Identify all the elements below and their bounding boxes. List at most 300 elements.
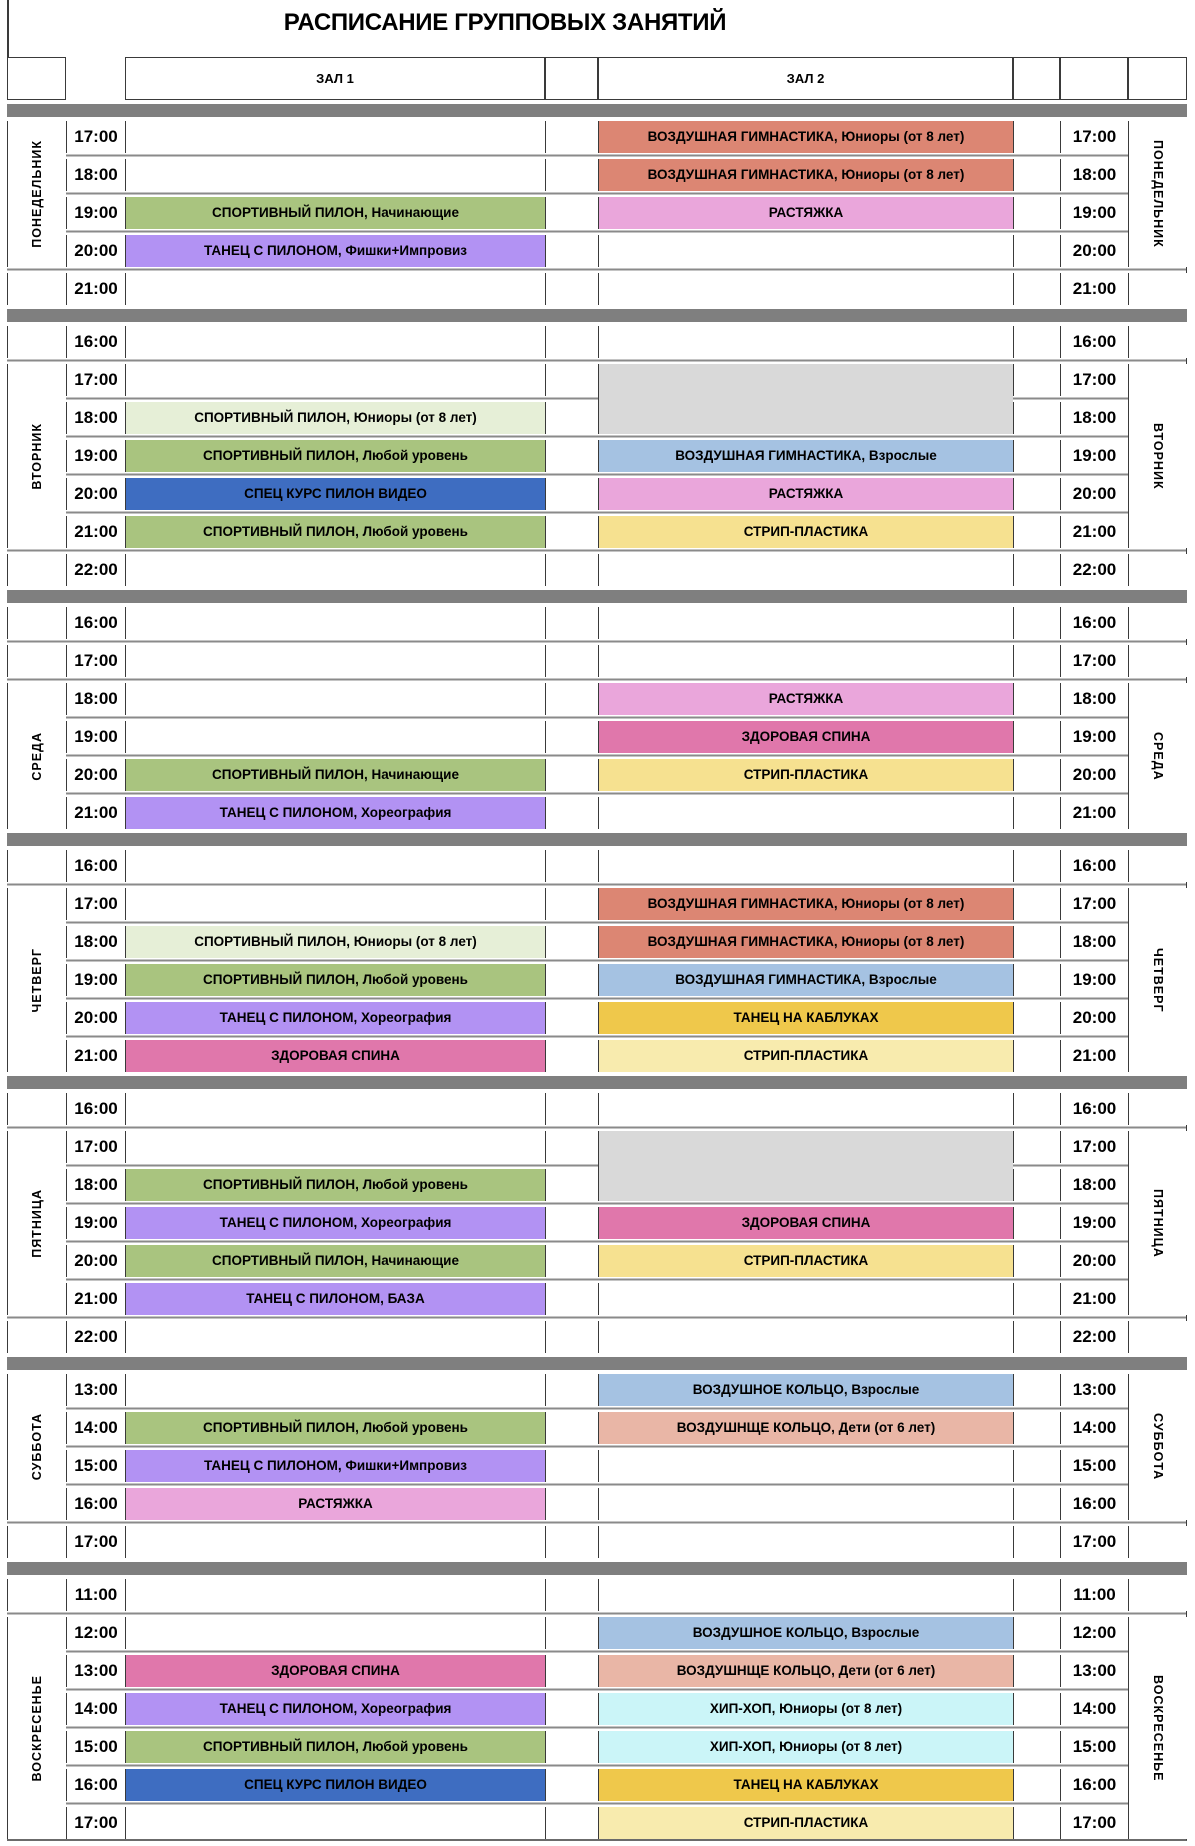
time-cell: 14:00: [1060, 1412, 1128, 1444]
day-block: [7, 326, 1187, 586]
spacer-cell: [1013, 1040, 1060, 1072]
class-cell: РАСТЯЖКА: [598, 478, 1013, 510]
time-cell: 18:00: [66, 402, 125, 434]
class-cell: СТРИП-ПЛАСТИКА: [598, 759, 1013, 791]
time-cell: 17:00: [66, 1526, 125, 1558]
class-cell: ТАНЕЦ НА КАБЛУКАХ: [598, 1002, 1013, 1034]
spacer-cell: [545, 1002, 598, 1034]
class-cell: ТАНЕЦ С ПИЛОНОМ, Хореография: [125, 1207, 545, 1239]
spacer-cell: [1013, 159, 1060, 191]
class-cell: РАСТЯЖКА: [125, 1488, 545, 1520]
spacer-cell: [1013, 1526, 1060, 1558]
section-divider: [7, 1076, 1187, 1089]
day-label-right: [1128, 1131, 1187, 1315]
class-cell: СТРИП-ПЛАСТИКА: [598, 1807, 1013, 1839]
time-cell: 18:00: [1060, 683, 1128, 715]
day-block: [7, 1579, 1187, 1841]
time-cell: 15:00: [1060, 1450, 1128, 1482]
class-cell-empty: [125, 159, 545, 191]
time-cell: 18:00: [1060, 159, 1128, 191]
time-cell: 18:00: [66, 1169, 125, 1201]
class-cell: СТРИП-ПЛАСТИКА: [598, 1245, 1013, 1277]
class-cell-empty: [125, 1579, 545, 1611]
class-cell-empty: [598, 1093, 1013, 1125]
day-empty-cell: [1128, 1093, 1187, 1125]
day-label-right: [1128, 888, 1187, 1072]
class-cell: СПОРТИВНЫЙ ПИЛОН, Любой уровень: [125, 1169, 545, 1201]
class-cell: ЗДОРОВАЯ СПИНА: [598, 1207, 1013, 1239]
day-label-text: ПЯТНИЦА: [30, 1188, 44, 1258]
spacer-cell: [545, 159, 598, 191]
day-label-text: СУББОТА: [1151, 1413, 1165, 1481]
class-cell-empty: [125, 721, 545, 753]
time-cell: 20:00: [66, 478, 125, 510]
spacer-cell: [545, 1526, 598, 1558]
spacer-cell: [545, 1450, 598, 1482]
class-cell-empty: [598, 1283, 1013, 1315]
time-cell: 16:00: [66, 850, 125, 882]
time-cell: 19:00: [1060, 721, 1128, 753]
time-cell: 18:00: [1060, 402, 1128, 434]
spacer-cell: [545, 235, 598, 267]
day-label-text: ПОНЕДЕЛЬНИК: [30, 140, 44, 248]
day-empty-cell: [7, 1526, 66, 1558]
time-cell: 16:00: [66, 326, 125, 358]
time-cell: 21:00: [1060, 273, 1128, 305]
header-hall1-label: ЗАЛ 1: [125, 57, 545, 100]
day-empty-cell: [1128, 554, 1187, 586]
spacer-cell: [1013, 1374, 1060, 1406]
day-block: [7, 121, 1187, 305]
class-cell-empty: [125, 121, 545, 153]
class-cell-empty: [125, 850, 545, 882]
time-cell: 22:00: [1060, 554, 1128, 586]
time-cell: 17:00: [1060, 1131, 1128, 1163]
class-cell: ХИП-ХОП, Юниоры (от 8 лет): [598, 1693, 1013, 1725]
time-cell: 21:00: [66, 797, 125, 829]
time-cell: 21:00: [66, 1283, 125, 1315]
class-cell: ВОЗДУШНОЕ КОЛЬЦО, Взрослые: [598, 1374, 1013, 1406]
time-cell: 17:00: [66, 1131, 125, 1163]
class-cell-empty: [125, 888, 545, 920]
time-cell: 21:00: [66, 1040, 125, 1072]
day-label-left: [7, 1131, 66, 1315]
spacer-cell: [1013, 607, 1060, 639]
class-cell: РАСТЯЖКА: [598, 197, 1013, 229]
time-cell: 19:00: [66, 197, 125, 229]
class-cell: СПОРТИВНЫЙ ПИЛОН, Начинающие: [125, 1245, 545, 1277]
class-cell: ВОЗДУШНЩЕ КОЛЬЦО, Дети (от 6 лет): [598, 1412, 1013, 1444]
header-spacer-cell: [1013, 57, 1060, 100]
time-cell: 16:00: [1060, 1488, 1128, 1520]
time-cell: 17:00: [66, 1807, 125, 1839]
spacer-cell: [1013, 1731, 1060, 1763]
day-label-left: [7, 888, 66, 1072]
day-empty-cell: [1128, 850, 1187, 882]
spacer-cell: [1013, 554, 1060, 586]
time-cell: 19:00: [66, 440, 125, 472]
day-label-text: ПОНЕДЕЛЬНИК: [1151, 140, 1165, 248]
time-cell: 17:00: [1060, 645, 1128, 677]
day-label-text: ВОСКРЕСЕНЬЕ: [30, 1674, 44, 1782]
day-empty-cell: [7, 850, 66, 882]
time-cell: 15:00: [1060, 1731, 1128, 1763]
blocked-cell: [598, 364, 1013, 434]
time-cell: 20:00: [66, 759, 125, 791]
spacer-cell: [1013, 1245, 1060, 1277]
time-cell: 17:00: [1060, 1807, 1128, 1839]
time-cell: 20:00: [1060, 1245, 1128, 1277]
spacer-cell: [545, 121, 598, 153]
class-cell: ТАНЕЦ НА КАБЛУКАХ: [598, 1769, 1013, 1801]
spacer-cell: [1013, 1769, 1060, 1801]
spacer-cell: [545, 1245, 598, 1277]
spacer-cell: [545, 1769, 598, 1801]
day-label-text: ЧЕТВЕРГ: [30, 947, 44, 1013]
spacer-cell: [1013, 1207, 1060, 1239]
time-cell: 18:00: [66, 683, 125, 715]
day-label-left: [7, 364, 66, 548]
class-cell-empty: [125, 326, 545, 358]
time-cell: 16:00: [1060, 1093, 1128, 1125]
class-cell: ВОЗДУШНАЯ ГИМНАСТИКА, Взрослые: [598, 440, 1013, 472]
spacer-cell: [1013, 1450, 1060, 1482]
time-cell: 17:00: [1060, 364, 1128, 396]
time-cell: 16:00: [66, 607, 125, 639]
spacer-cell: [545, 478, 598, 510]
spacer-cell: [1013, 645, 1060, 677]
day-label-text: ВТОРНИК: [1151, 422, 1165, 490]
spacer-cell: [545, 554, 598, 586]
class-cell: ВОЗДУШНЩЕ КОЛЬЦО, Дети (от 6 лет): [598, 1655, 1013, 1687]
header-hall2-label: ЗАЛ 2: [598, 57, 1013, 100]
spacer-cell: [1013, 683, 1060, 715]
class-cell: ВОЗДУШНАЯ ГИМНАСТИКА, Юниоры (от 8 лет): [598, 926, 1013, 958]
class-cell: ВОЗДУШНАЯ ГИМНАСТИКА, Юниоры (от 8 лет): [598, 888, 1013, 920]
day-empty-cell: [7, 273, 66, 305]
spacer-cell: [1013, 121, 1060, 153]
time-cell: 16:00: [66, 1769, 125, 1801]
time-cell: 14:00: [66, 1412, 125, 1444]
time-cell: 21:00: [1060, 1040, 1128, 1072]
class-cell-empty: [125, 554, 545, 586]
time-cell: 19:00: [66, 1207, 125, 1239]
day-empty-cell: [1128, 1526, 1187, 1558]
day-label-text: СРЕДА: [30, 731, 44, 781]
spacer-cell: [1013, 850, 1060, 882]
spacer-cell: [545, 1283, 598, 1315]
day-block: [7, 850, 1187, 1072]
spacer-cell: [545, 516, 598, 548]
time-cell: 20:00: [1060, 1002, 1128, 1034]
spacer-cell: [545, 759, 598, 791]
spacer-cell: [545, 1579, 598, 1611]
class-cell: СПОРТИВНЫЙ ПИЛОН, Юниоры (от 8 лет): [125, 926, 545, 958]
spacer-cell: [545, 797, 598, 829]
class-cell: СПОРТИВНЫЙ ПИЛОН, Любой уровень: [125, 1412, 545, 1444]
spacer-cell: [545, 1374, 598, 1406]
spacer-cell: [545, 645, 598, 677]
spacer-cell: [1013, 440, 1060, 472]
time-cell: 19:00: [1060, 1207, 1128, 1239]
time-cell: 20:00: [66, 235, 125, 267]
spacer-cell: [1013, 721, 1060, 753]
class-cell: СПОРТИВНЫЙ ПИЛОН, Любой уровень: [125, 516, 545, 548]
time-cell: 13:00: [1060, 1374, 1128, 1406]
spacer-cell: [1013, 888, 1060, 920]
time-cell: 14:00: [66, 1693, 125, 1725]
class-cell: СПЕЦ КУРС ПИЛОН ВИДЕО: [125, 1769, 545, 1801]
time-cell: 18:00: [1060, 1169, 1128, 1201]
class-cell-empty: [125, 1374, 545, 1406]
spacer-cell: [1013, 797, 1060, 829]
class-cell-empty: [598, 326, 1013, 358]
spacer-cell: [545, 1807, 598, 1839]
time-cell: 11:00: [1060, 1579, 1128, 1611]
class-cell: ВОЗДУШНОЕ КОЛЬЦО, Взрослые: [598, 1617, 1013, 1649]
class-cell-empty: [598, 850, 1013, 882]
spacer-cell: [545, 273, 598, 305]
time-cell: 16:00: [1060, 326, 1128, 358]
class-cell: СТРИП-ПЛАСТИКА: [598, 516, 1013, 548]
class-cell-empty: [598, 273, 1013, 305]
class-cell-empty: [598, 607, 1013, 639]
class-cell: ТАНЕЦ С ПИЛОНОМ, Фишки+Импровиз: [125, 1450, 545, 1482]
time-cell: 18:00: [66, 159, 125, 191]
header-time-cell-left: [66, 57, 125, 100]
time-cell: 15:00: [66, 1731, 125, 1763]
header-day-cell-left: [7, 57, 66, 100]
header-spacer-cell: [545, 57, 598, 100]
day-label-left: [7, 121, 66, 267]
time-cell: 21:00: [1060, 516, 1128, 548]
spacer-cell: [1013, 1693, 1060, 1725]
class-cell: СПОРТИВНЫЙ ПИЛОН, Начинающие: [125, 759, 545, 791]
day-label-right: [1128, 1374, 1187, 1520]
time-cell: 18:00: [66, 926, 125, 958]
spacer-cell: [1013, 1093, 1060, 1125]
class-cell-empty: [598, 1488, 1013, 1520]
section-divider: [7, 309, 1187, 322]
spacer-cell: [1013, 1002, 1060, 1034]
day-label-text: ЧЕТВЕРГ: [1151, 947, 1165, 1013]
spacer-cell: [545, 402, 598, 434]
time-cell: 16:00: [1060, 607, 1128, 639]
spacer-cell: [1013, 1655, 1060, 1687]
time-cell: 21:00: [1060, 797, 1128, 829]
time-cell: 15:00: [66, 1450, 125, 1482]
section-divider: [7, 590, 1187, 603]
class-cell: ТАНЕЦ С ПИЛОНОМ, Хореография: [125, 1693, 545, 1725]
class-cell: СПОРТИВНЫЙ ПИЛОН, Любой уровень: [125, 440, 545, 472]
day-label-text: ПЯТНИЦА: [1151, 1188, 1165, 1258]
class-cell-empty: [598, 1321, 1013, 1353]
class-cell-empty: [598, 554, 1013, 586]
spacer-cell: [1013, 964, 1060, 996]
class-cell-empty: [125, 273, 545, 305]
day-empty-cell: [1128, 645, 1187, 677]
day-empty-cell: [1128, 607, 1187, 639]
day-empty-cell: [7, 1579, 66, 1611]
class-cell-empty: [125, 1526, 545, 1558]
time-cell: 16:00: [66, 1093, 125, 1125]
spacer-cell: [545, 964, 598, 996]
spacer-cell: [545, 683, 598, 715]
time-cell: 17:00: [66, 645, 125, 677]
spacer-cell: [1013, 1131, 1060, 1163]
class-cell: СПОРТИВНЫЙ ПИЛОН, Любой уровень: [125, 1731, 545, 1763]
class-cell-empty: [125, 1617, 545, 1649]
spacer-cell: [545, 1731, 598, 1763]
day-label-right: [1128, 1617, 1187, 1839]
time-cell: 17:00: [1060, 121, 1128, 153]
time-cell: 22:00: [1060, 1321, 1128, 1353]
day-label-left: [7, 1374, 66, 1520]
time-cell: 16:00: [1060, 850, 1128, 882]
class-cell: ТАНЕЦ С ПИЛОНОМ, БАЗА: [125, 1283, 545, 1315]
time-cell: 19:00: [66, 964, 125, 996]
spacer-cell: [1013, 1488, 1060, 1520]
class-cell-empty: [125, 1131, 545, 1163]
spacer-cell: [1013, 364, 1060, 396]
day-empty-cell: [7, 1093, 66, 1125]
header-time-cell-right: [1060, 57, 1128, 100]
class-cell: ЗДОРОВАЯ СПИНА: [125, 1040, 545, 1072]
spacer-cell: [545, 1093, 598, 1125]
spacer-cell: [1013, 478, 1060, 510]
spacer-cell: [545, 1321, 598, 1353]
day-block: [7, 1374, 1187, 1558]
class-cell: СПЕЦ КУРС ПИЛОН ВИДЕО: [125, 478, 545, 510]
spacer-cell: [545, 607, 598, 639]
class-cell-empty: [125, 683, 545, 715]
spacer-cell: [545, 1412, 598, 1444]
spacer-cell: [1013, 516, 1060, 548]
time-cell: 17:00: [66, 364, 125, 396]
spacer-cell: [545, 1693, 598, 1725]
day-block: [7, 607, 1187, 829]
spacer-cell: [545, 326, 598, 358]
time-cell: 20:00: [1060, 478, 1128, 510]
day-empty-cell: [1128, 326, 1187, 358]
spacer-cell: [1013, 273, 1060, 305]
day-label-left: [7, 683, 66, 829]
time-cell: 13:00: [66, 1655, 125, 1687]
time-cell: 21:00: [66, 273, 125, 305]
time-cell: 17:00: [1060, 888, 1128, 920]
class-cell-empty: [125, 1321, 545, 1353]
day-label-right: [1128, 364, 1187, 548]
time-cell: 20:00: [1060, 759, 1128, 791]
spacer-cell: [545, 364, 598, 396]
time-cell: 19:00: [66, 721, 125, 753]
spacer-cell: [545, 926, 598, 958]
class-cell: РАСТЯЖКА: [598, 683, 1013, 715]
header-day-cell-right: [1128, 57, 1187, 100]
class-cell: ЗДОРОВАЯ СПИНА: [125, 1655, 545, 1687]
time-cell: 17:00: [66, 888, 125, 920]
spacer-cell: [1013, 326, 1060, 358]
header-row: [7, 57, 1187, 100]
class-cell: ХИП-ХОП, Юниоры (от 8 лет): [598, 1731, 1013, 1763]
time-cell: 12:00: [66, 1617, 125, 1649]
day-empty-cell: [1128, 273, 1187, 305]
spacer-cell: [545, 1131, 598, 1163]
day-label-text: СРЕДА: [1151, 731, 1165, 781]
day-empty-cell: [7, 645, 66, 677]
schedule-table: [7, 57, 1187, 1841]
time-cell: 20:00: [66, 1245, 125, 1277]
day-label-text: СУББОТА: [30, 1413, 44, 1481]
spacer-cell: [545, 1207, 598, 1239]
time-cell: 16:00: [66, 1488, 125, 1520]
class-cell-empty: [598, 1579, 1013, 1611]
section-divider: [7, 104, 1187, 117]
class-cell: ВОЗДУШНАЯ ГИМНАСТИКА, Взрослые: [598, 964, 1013, 996]
class-cell: СПОРТИВНЫЙ ПИЛОН, Начинающие: [125, 197, 545, 229]
spacer-cell: [545, 1040, 598, 1072]
day-label-left: [7, 1617, 66, 1839]
day-label-text: ВОСКРЕСЕНЬЕ: [1151, 1674, 1165, 1782]
class-cell-empty: [125, 364, 545, 396]
spacer-cell: [545, 721, 598, 753]
spacer-cell: [545, 440, 598, 472]
class-cell: ВОЗДУШНАЯ ГИМНАСТИКА, Юниоры (от 8 лет): [598, 121, 1013, 153]
spacer-cell: [1013, 1283, 1060, 1315]
class-cell: СТРИП-ПЛАСТИКА: [598, 1040, 1013, 1072]
section-divider: [7, 1562, 1187, 1575]
class-cell: ТАНЕЦ С ПИЛОНОМ, Фишки+Импровиз: [125, 235, 545, 267]
time-cell: 19:00: [1060, 197, 1128, 229]
day-empty-cell: [1128, 1321, 1187, 1353]
day-label-right: [1128, 683, 1187, 829]
spacer-cell: [1013, 1412, 1060, 1444]
spacer-cell: [545, 197, 598, 229]
time-cell: 20:00: [66, 1002, 125, 1034]
day-empty-cell: [7, 554, 66, 586]
class-cell: ТАНЕЦ С ПИЛОНОМ, Хореография: [125, 1002, 545, 1034]
spacer-cell: [1013, 235, 1060, 267]
class-cell: ЗДОРОВАЯ СПИНА: [598, 721, 1013, 753]
time-cell: 17:00: [66, 121, 125, 153]
spacer-cell: [1013, 1807, 1060, 1839]
spacer-cell: [1013, 926, 1060, 958]
day-empty-cell: [1128, 1579, 1187, 1611]
schedule-body: [7, 104, 1187, 1841]
day-empty-cell: [7, 326, 66, 358]
spacer-cell: [545, 1169, 598, 1201]
page-title: РАСПИСАНИЕ ГРУППОВЫХ ЗАНЯТИЙ: [283, 9, 727, 36]
spacer-cell: [1013, 402, 1060, 434]
spacer-cell: [545, 1488, 598, 1520]
time-cell: 20:00: [1060, 235, 1128, 267]
spacer-cell: [1013, 1617, 1060, 1649]
class-cell-empty: [125, 1807, 545, 1839]
time-cell: 13:00: [1060, 1655, 1128, 1687]
class-cell-empty: [598, 1450, 1013, 1482]
class-cell-empty: [598, 1526, 1013, 1558]
time-cell: 14:00: [1060, 1693, 1128, 1725]
class-cell: ТАНЕЦ С ПИЛОНОМ, Хореография: [125, 797, 545, 829]
class-cell-empty: [598, 797, 1013, 829]
time-cell: 17:00: [1060, 1526, 1128, 1558]
spacer-cell: [545, 850, 598, 882]
class-cell-empty: [125, 645, 545, 677]
spacer-cell: [1013, 1579, 1060, 1611]
time-cell: 22:00: [66, 1321, 125, 1353]
spacer-cell: [1013, 197, 1060, 229]
time-cell: 13:00: [66, 1374, 125, 1406]
